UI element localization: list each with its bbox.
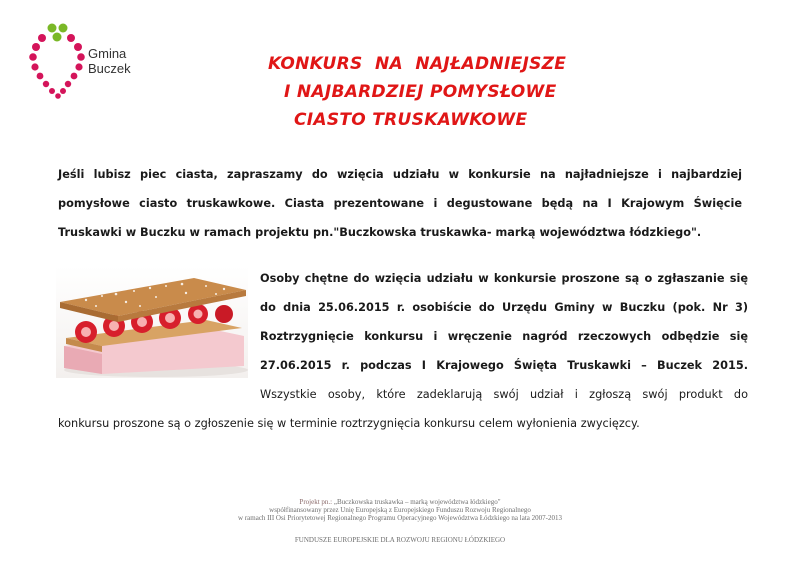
logo-wordmark xyxy=(88,46,131,76)
logo-line-2: Buczek xyxy=(88,61,131,76)
title-line-2: I NAJBARDZIEJ POMYSŁOWE xyxy=(284,82,557,102)
footer-project-line xyxy=(200,498,600,506)
intro-paragraph: Jeśli lubisz piec ciasta, zapraszamy do wzięcia udziału w konkursie na najładniejsze i najbardziej pomysłowe ciasto truskawkowe. Ciasta prezentowane i degustowane będą na I Krajowym Święcie Truskawki w Buczku w ramach projektu pn."Buczkowska truskawka- marką województwa łódzkiego". xyxy=(58,168,742,239)
page-title xyxy=(238,50,658,134)
logo-line-1: Gmina xyxy=(88,46,127,61)
footer-project-name: „Buczkowska truskawka – marką województwa łódzkiego" xyxy=(333,498,501,506)
closing-line-1: Wszystkie osoby, które zadeklarują swój udział i zgłoszą swój produkt do xyxy=(260,388,748,401)
strawberry-logo-icon xyxy=(26,22,86,106)
title-line-3: CIASTO TRUSKAWKOWE xyxy=(294,110,528,130)
gmina-buczek-logo xyxy=(26,22,154,106)
footer-funds-line: FUNDUSZE EUROPEJSKIE DLA ROZWOJU REGIONU ŁÓDZKIEGO xyxy=(294,536,506,544)
details-paragraph: Osoby chętne do wzięcia udziału w konkursie proszone są o zgłaszanie się do dnia 25.06.2015 r. osobiście do Urzędu Gminy w Buczku (pok. Nr 3) Roztrzygnięcie konkursu i wręczenie nagród rzeczowych odbędzie się 27.06.2015 r. podczas I Krajowego Święta Truskawki – Buczek 2015. xyxy=(260,272,748,372)
closing-paragraph xyxy=(58,380,748,438)
title-line-1: KONKURS NA NAJŁADNIEJSZE xyxy=(268,54,567,74)
project-footer xyxy=(200,498,600,522)
strawberry-cake-photo xyxy=(56,266,248,378)
closing-line-2: konkursu proszone są o zgłoszenie się w terminie roztrzygnięcia konkursu celem wyłonienia zwycięzcy. xyxy=(58,417,640,430)
footer-program-line: w ramach III Osi Priorytetowej Regionalnego Programu Operacyjnego Województwa Łódzkiego na lata 2007-2013 xyxy=(238,514,562,522)
footer-cofinancing-line: współfinansowany przez Unię Europejską z Europejskiego Funduszu Rozwoju Regionalnego xyxy=(269,506,531,514)
footer-project-label: Projekt pn.: xyxy=(299,498,333,506)
